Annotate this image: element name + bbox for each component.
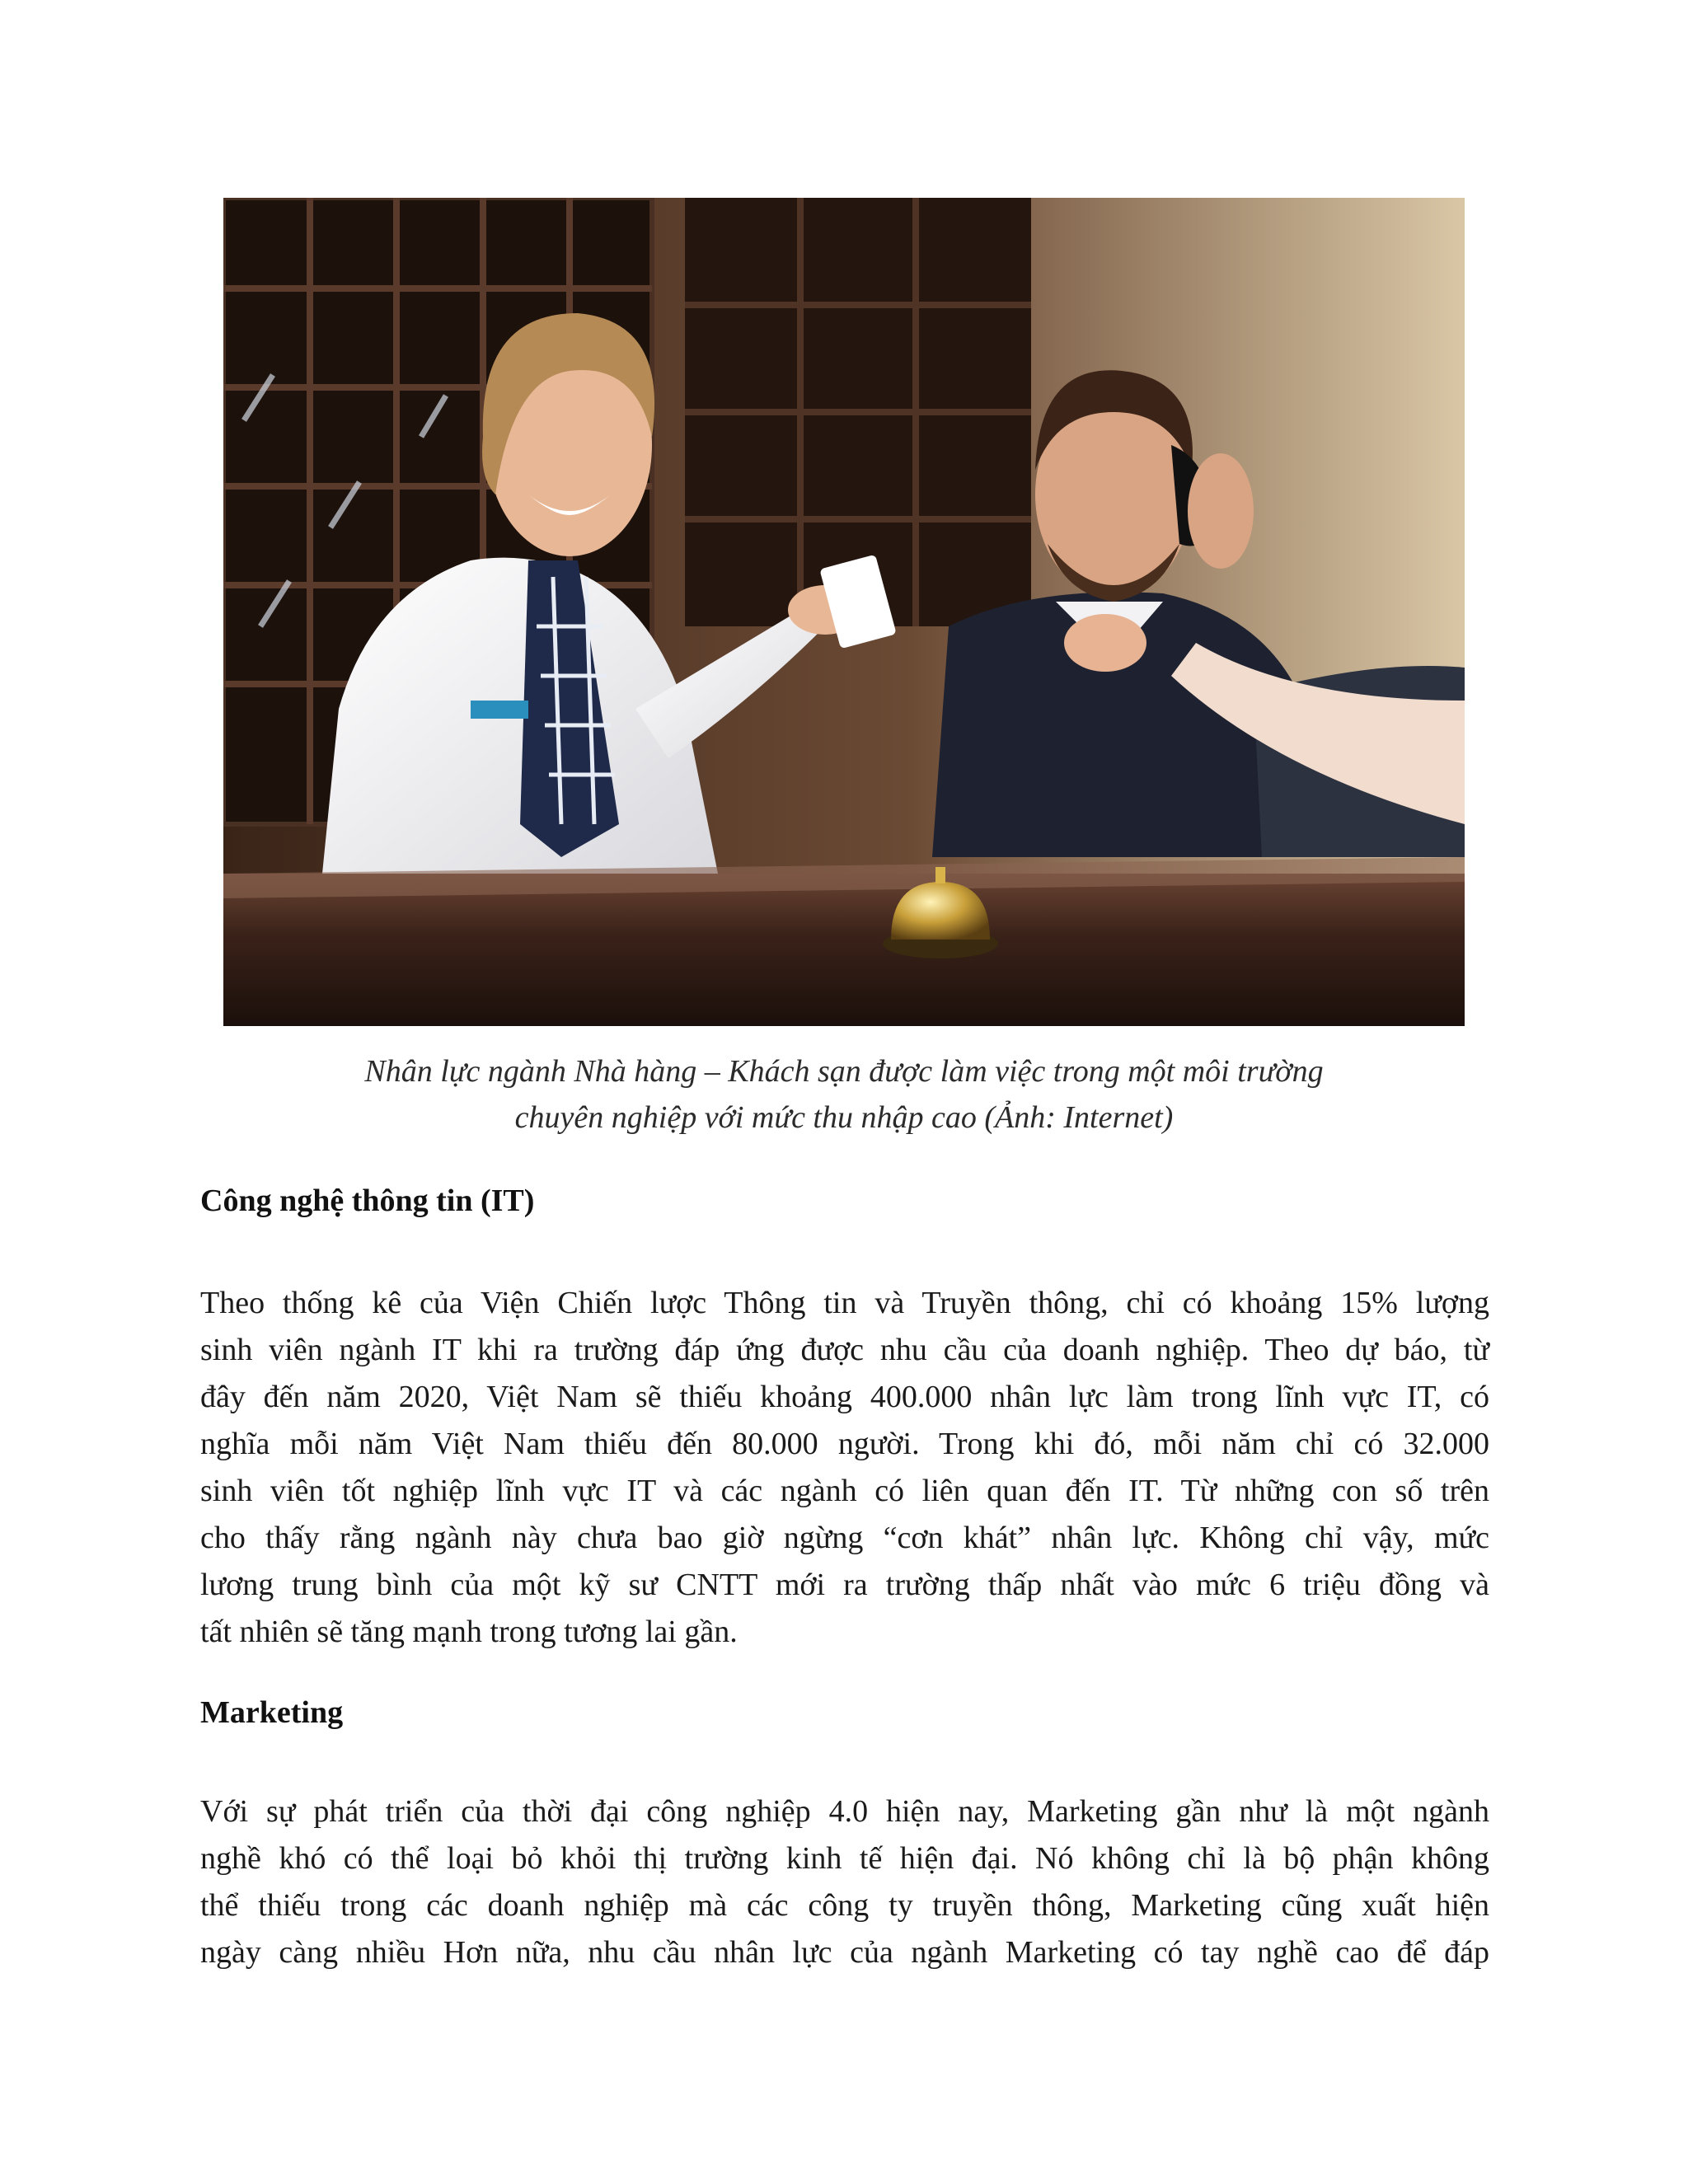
paragraph-line: Với sự phát triển của thời đại công nghiệp 4.0 hiện nay, Marketing gần như là một ngành [200, 1794, 1489, 1829]
photo-illustration [223, 198, 1465, 1026]
paragraph-line: thể thiếu trong các doanh nghiệp mà các công ty truyền thông, Marketing cũng xuất hiện [200, 1888, 1489, 1923]
paragraph-line: sinh viên tốt nghiệp lĩnh vực IT và các ngành có liên quan đến IT. Từ những con số trên [200, 1474, 1489, 1508]
paragraph-line: tất nhiên sẽ tăng mạnh trong tương lai gần. [200, 1615, 738, 1649]
hotel-reception-photo [223, 198, 1465, 1026]
paragraph-line: Theo thống kê của Viện Chiến lược Thông tin và Truyền thông, chỉ có khoảng 15% lượng [200, 1286, 1489, 1320]
paragraph-line: lương trung bình của một kỹ sư CNTT mới ra trường thấp nhất vào mức 6 triệu đồng và [200, 1568, 1489, 1602]
paragraph-line: đây đến năm 2020, Việt Nam sẽ thiếu khoảng 400.000 nhân lực làm trong lĩnh vực IT, có [200, 1380, 1489, 1414]
section-heading-marketing: Marketing [200, 1695, 344, 1730]
caption-line: Nhân lực ngành Nhà hàng – Khách sạn được làm việc trong một môi trường [364, 1054, 1324, 1089]
paragraph-line: ngày càng nhiều Hơn nữa, nhu cầu nhân lực của ngành Marketing có tay nghề cao để đáp [200, 1935, 1489, 1970]
photo-caption [223, 1048, 1465, 1141]
paragraph-line: nghề khó có thể loại bỏ khỏi thị trường kinh tế hiện đại. Nó không chỉ là bộ phận không [200, 1841, 1489, 1876]
paragraph-line: cho thấy rằng ngành này chưa bao giờ ngừng “cơn khát” nhân lực. Không chỉ vậy, mức [200, 1521, 1489, 1555]
paragraph-line: sinh viên ngành IT khi ra trường đáp ứng được nhu cầu của doanh nghiệp. Theo dự báo, từ [200, 1333, 1489, 1367]
caption-line: chuyên nghiệp với mức thu nhập cao (Ảnh: Internet) [514, 1100, 1174, 1135]
section-heading-it: Công nghệ thông tin (IT) [200, 1183, 535, 1218]
paragraph-line: nghĩa mỗi năm Việt Nam thiếu đến 80.000 người. Trong khi đó, mỗi năm chỉ có 32.000 [200, 1427, 1489, 1461]
paragraph-marketing [200, 1788, 1489, 1976]
paragraph-it [200, 1280, 1489, 1656]
